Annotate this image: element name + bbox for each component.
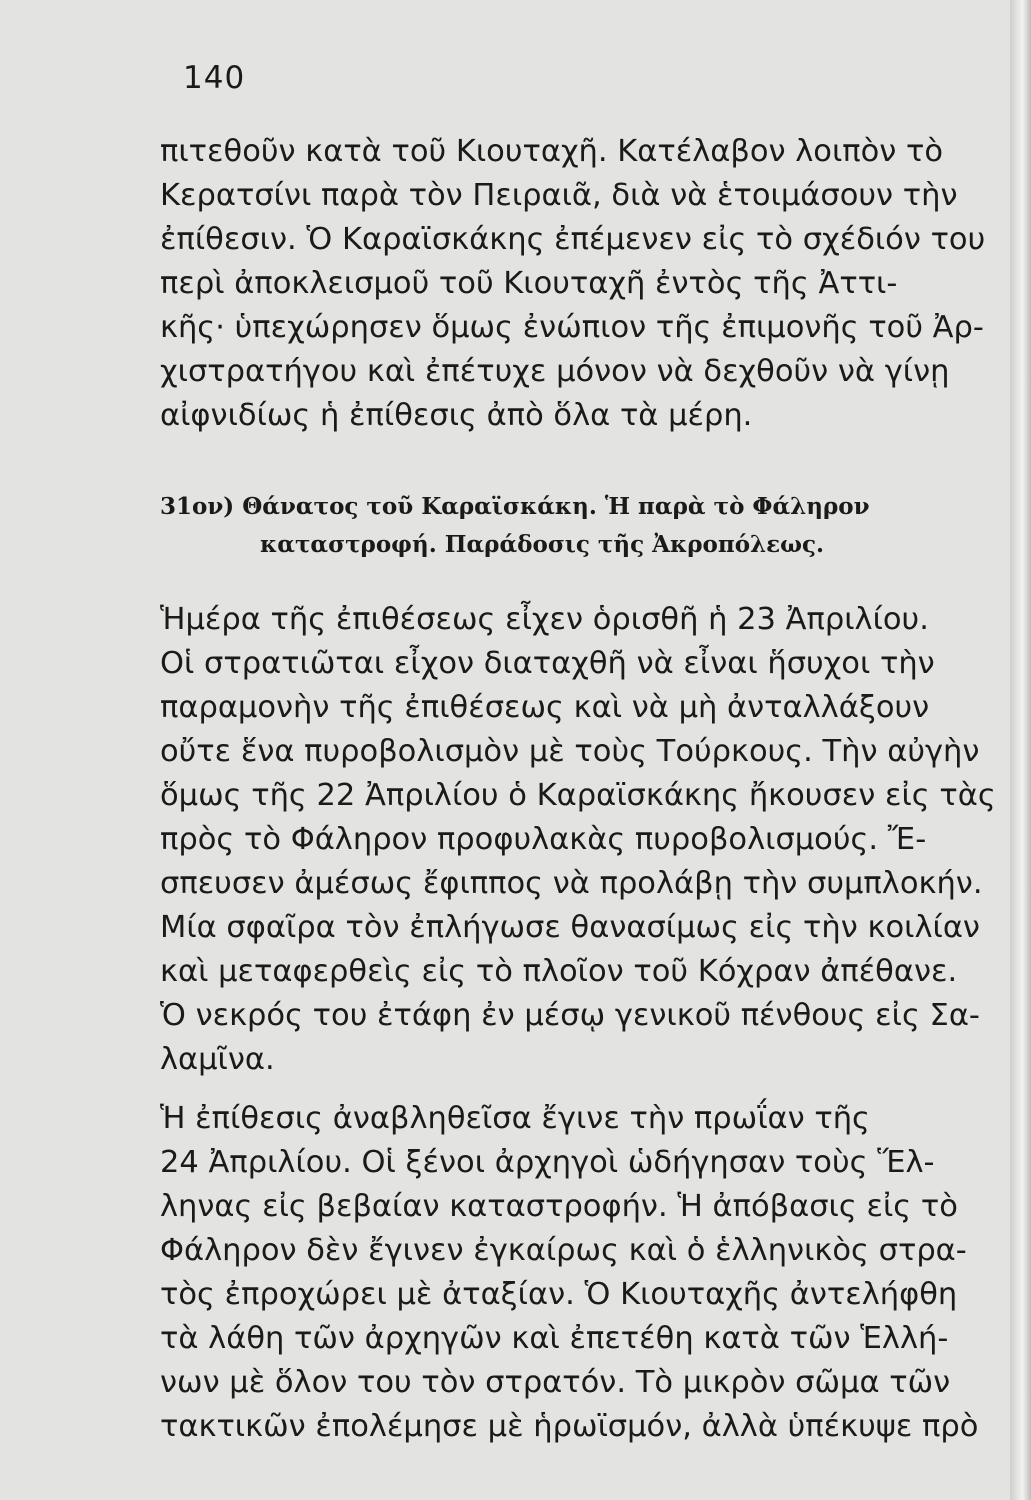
text-line: Ἡμέρα τῆς ἐπιθέσεως εἶχεν ὁρισθῆ ἡ 23 Ἀπριλίου. (160, 602, 929, 637)
page-number: 140 (183, 60, 246, 96)
text-line: περὶ ἀποκλεισμοῦ τοῦ Κιουταχῆ ἐντὸς τῆς Ἀττι- (160, 266, 898, 301)
text-line: Οἱ στρατιῶται εἶχον διαταχθῆ νὰ εἶναι ἥσυχοι τὴν (160, 646, 935, 681)
text-line: τακτικῶν ἐπολέμησε μὲ ἡρωϊσμόν, ἀλλὰ ὑπέκυψε πρὸ (160, 1409, 979, 1444)
text-line: τὰ λάθη τῶν ἀρχηγῶν καὶ ἐπετέθη κατὰ τῶν Ἑλλή- (160, 1321, 949, 1356)
paragraph-1 (160, 130, 1020, 438)
text-line: ἐπίθεσιν. Ὁ Καραϊσκάκης ἐπέμενεν εἰς τὸ σχέδιόν του (160, 222, 986, 257)
text-line: Μία σφαῖρα τὸν ἐπλήγωσε θανασίμως εἰς τὴν κοιλίαν (160, 910, 980, 945)
text-line: Φάληρον δὲν ἔγινεν ἐγκαίρως καὶ ὁ ἑλληνικὸς στρα- (160, 1233, 967, 1268)
text-line: πιτεθοῦν κατὰ τοῦ Κιουταχῆ. Κατέλαβον λοιπὸν τὸ (160, 134, 944, 169)
text-line: λαμῖνα. (160, 1042, 275, 1077)
text-line: σπευσεν ἀμέσως ἔφιππος νὰ προλάβῃ τὴν συμπλοκήν. (160, 866, 983, 901)
text-line: ληνας εἰς βεβαίαν καταστροφήν. Ἡ ἀπόβασις εἰς τὸ (160, 1189, 958, 1224)
paragraph-2 (160, 598, 1020, 1082)
text-line: παραμονὴν τῆς ἐπιθέσεως καὶ νὰ μὴ ἀνταλλάξουν (160, 690, 930, 725)
text-line: πρὸς τὸ Φάληρον προφυλακὰς πυροβολισμούς. Ἔ- (160, 822, 927, 857)
text-line: τὸς ἐπροχώρει μὲ ἀταξίαν. Ὁ Κιουταχῆς ἀντελήφθη (160, 1277, 958, 1312)
text-line: αἰφνιδίως ἡ ἐπίθεσις ἀπὸ ὅλα τὰ μέρη. (160, 398, 753, 433)
text-line: οὔτε ἕνα πυροβολισμὸν μὲ τοὺς Τούρκους. Τὴν αὐγὴν (160, 734, 980, 769)
text-line: 24 Ἀπριλίου. Οἱ ξένοι ἀρχηγοὶ ὡδήγησαν τοὺς Ἕλ- (160, 1145, 935, 1180)
heading-line: 31ον) Θάνατος τοῦ Καραϊσκάκη. Ἡ παρὰ τὸ Φάληρον (160, 493, 870, 520)
text-line: χιστρατήγου καὶ ἐπέτυχε μόνον νὰ δεχθοῦν νὰ γίνῃ (160, 354, 950, 389)
text-line: Κερατσίνι παρὰ τὸν Πειραιᾶ, διὰ νὰ ἑτοιμάσουν τὴν (160, 178, 958, 213)
text-line: νων μὲ ὅλον του τὸν στρατόν. Τὸ μικρὸν σῶμα τῶν (160, 1365, 951, 1400)
section-heading (160, 488, 1020, 564)
text-line: καὶ μεταφερθεὶς εἰς τὸ πλοῖον τοῦ Κόχραν ἀπέθανε. (160, 954, 958, 989)
text-line: κῆς· ὑπεχώρησεν ὅμως ἐνώπιον τῆς ἐπιμονῆς τοῦ Ἀρ- (160, 310, 984, 345)
text-line: Ἡ ἐπίθεσις ἀναβληθεῖσα ἔγινε τὴν πρωΐαν τῆς (160, 1101, 870, 1136)
text-line: Ὁ νεκρός του ἐτάφη ἐν μέσῳ γενικοῦ πένθους εἰς Σα- (160, 998, 980, 1033)
text-line: ὅμως τῆς 22 Ἀπριλίου ὁ Καραϊσκάκης ἤκουσεν εἰς τὰς (160, 778, 996, 813)
heading-line: καταστροφή. Παράδοσις τῆς Ἀκροπόλεως. (260, 531, 825, 558)
page-edge (1010, 0, 1031, 1500)
paragraph-3 (160, 1097, 1020, 1449)
